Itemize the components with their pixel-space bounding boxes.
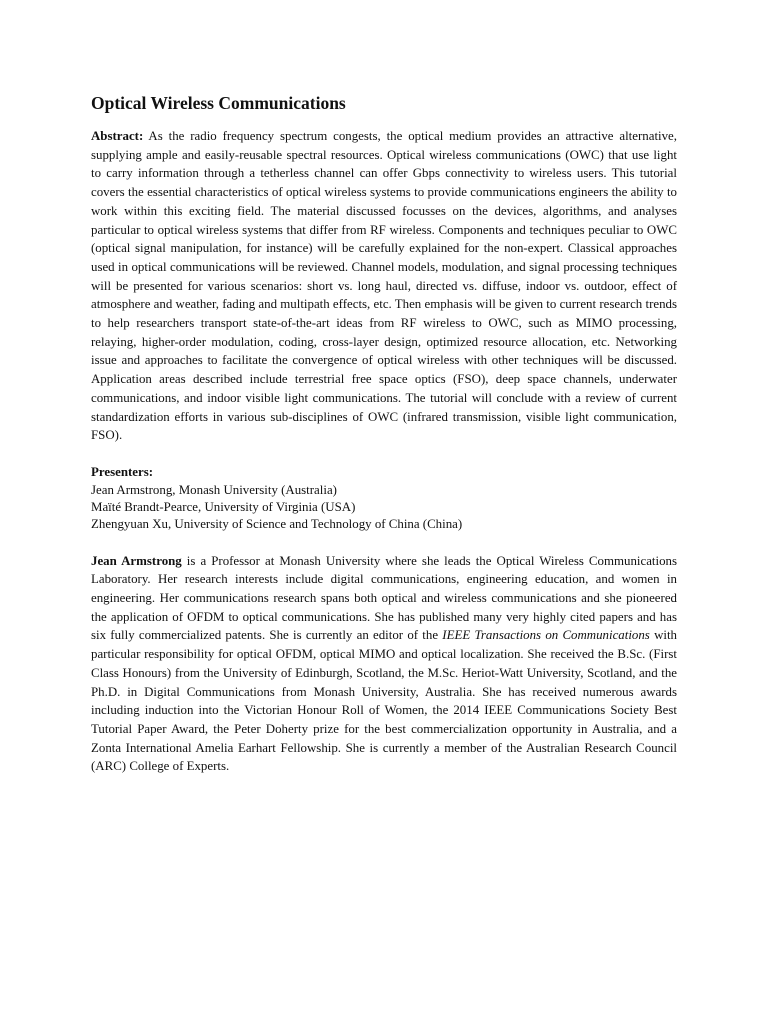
section-spacer xyxy=(91,445,677,463)
bio-text-part-2: with particular responsibility for optical OFDM, optical MIMO and optical localization. She received the B.Sc. (First Class Honours) from the University of Edinburgh, Scotland, the M.Sc. Heriot-Watt University, Scotland, and the Ph.D. in Digital Communications from Monash University, Australia. She has received numerous awards including induction into the Victorian Honour Roll of Women, the 2014 IEEE Communications Society Best Tutorial Paper Award, the Peter Doherty prize for the best commercialization opportunity in Australia, and a Zonta International Amelia Earhart Fellowship. She is currently a member of the Australian Research Council (ARC) College of Experts. xyxy=(91,628,677,774)
abstract-label: Abstract: xyxy=(91,129,144,143)
abstract-text: As the radio frequency spectrum congests, the optical medium provides an attractive alternative, supplying ample and easily-reusable spectral resources. Optical wireless communications (OWC) that use light to carry information through a tetherless channel can offer Gbps connectivity to wireless users. This tutorial covers the essential characteristics of optical wireless systems to provide communications engineers the ability to work within this exciting field. The material discussed focusses on the devices, algorithms, and analyses particular to optical wireless systems that differ from RF wireless. Components and techniques peculiar to OWC (optical signal manipulation, for instance) will be carefully explained for the non-expert. Classical approaches used in optical communications will be reviewed. Channel models, modulation, and signal processing techniques will be presented for various scenarios: short vs. long haul, directed vs. diffuse, indoor vs. outdoor, effect of atmosphere and weather, fading and multipath effects, etc. Then emphasis will be given to current research trends to help researchers transport state-of-the-art ideas from RF wireless to OWC, such as MIMO processing, relaying, higher-order modulation, coding, cross-layer design, optimized resource allocation, etc. Networking issue and approaches to facilitate the convergence of optical wireless with other techniques will be discussed. Application areas described include terrestrial free space optics (FSO), deep space channels, underwater communications, and indoor visible light communications. The tutorial will conclude with a review of current standardization efforts in various sub-disciplines of OWC (infrared transmission, visible light communication, FSO). xyxy=(91,129,677,443)
bio-journal-title: IEEE Transactions on Communications xyxy=(442,628,650,643)
document-title: Optical Wireless Communications xyxy=(91,93,346,113)
bio-text-part-1: is a Professor at Monash University where she leads the Optical Wireless Communications Laboratory. Her research interests include digital communications, engineering education, and women in engineering. Her communications research spans both optical and wireless communications and she pioneered the application of OFDM to optical communications. She has published many very highly cited papers and has six fully commercialized patents. She is currently an editor of the xyxy=(91,553,677,643)
presenter-item: Zhengyuan Xu, University of Science and Technology of China (China) xyxy=(91,516,463,531)
presenter-item: Maïté Brandt-Pearce, University of Virginia (USA) xyxy=(91,499,356,514)
section-spacer xyxy=(91,533,677,552)
bio-name: Jean Armstrong xyxy=(91,553,182,568)
presenters-heading: Presenters: xyxy=(91,464,154,479)
presenter-item: Jean Armstrong, Monash University (Australia) xyxy=(91,482,337,497)
presenters-section xyxy=(91,463,677,533)
bio-paragraph xyxy=(91,552,677,776)
abstract-paragraph xyxy=(91,127,677,445)
document-page xyxy=(91,92,677,776)
